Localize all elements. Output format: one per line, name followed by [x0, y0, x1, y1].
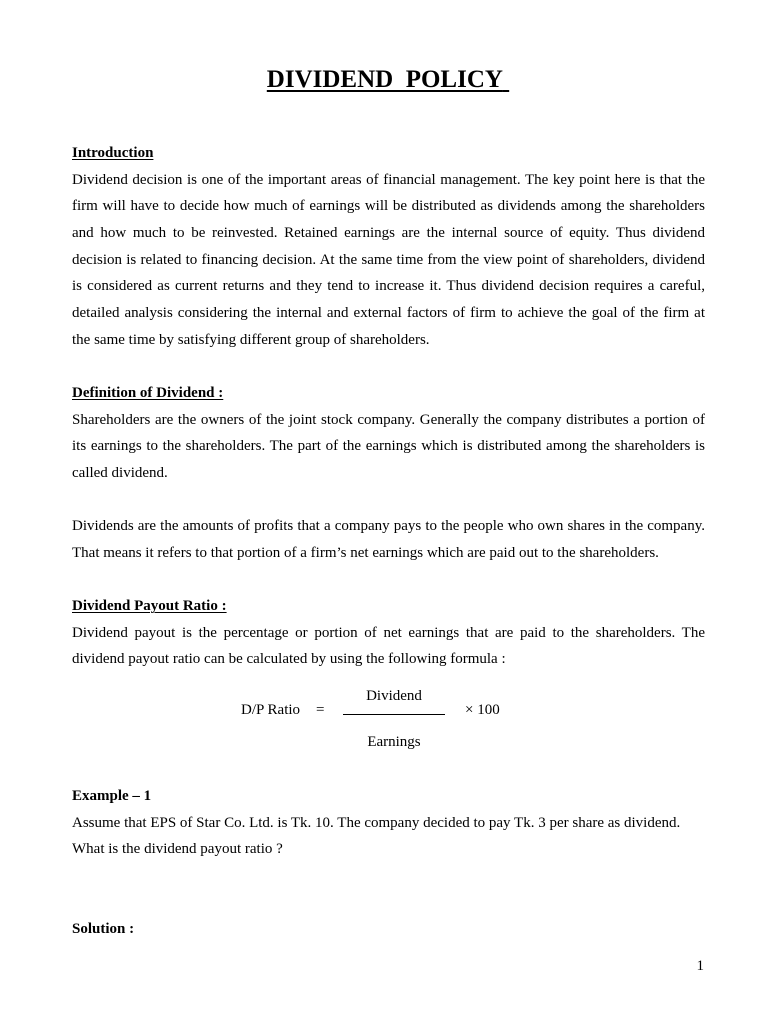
example-line: What is the dividend payout ratio ? [72, 841, 283, 858]
section-heading-introduction: Introduction [72, 145, 154, 161]
example-heading: Example – 1 [72, 788, 152, 805]
payout-heading-line [72, 593, 705, 620]
introduction-line: Dividend decision is one of the important areas of financial management. The key point here is that the [72, 171, 705, 188]
section-heading-payout-ratio: Dividend Payout Ratio : [72, 598, 227, 615]
formula-numerator: Dividend [366, 688, 422, 705]
definition-line: its earnings to the shareholders. The part of the earnings which is distributed among the shareholders is [72, 438, 705, 455]
payout-line: dividend payout ratio can be calculated by using the following formula : [72, 651, 506, 668]
document-body [72, 140, 705, 943]
page-number: 1 [696, 958, 704, 974]
solution-heading-line [72, 916, 705, 943]
section-heading-definition: Definition of Dividend : [72, 384, 224, 401]
blank-line [72, 890, 705, 917]
blank-line [72, 863, 705, 890]
payout-line: Dividend payout is the percentage or portion of net earnings that are paid to the shareholders. The [72, 624, 705, 641]
solution-heading: Solution : [72, 921, 135, 938]
page-title-block [72, 64, 704, 96]
definition-line: Dividends are the amounts of profits that a company pays to the people who own shares in the company. [72, 518, 705, 535]
definition-line: That means it refers to that portion of a firm’s net earnings which are paid out to the shareholders. [72, 544, 659, 561]
blank-line [72, 567, 705, 594]
definition-heading-line [72, 380, 705, 407]
definition-line: called dividend. [72, 464, 168, 481]
introduction-heading-line [72, 140, 705, 167]
definition-line: Shareholders are the owners of the joint stock company. Generally the company distributes a portion of [72, 411, 705, 428]
introduction-line: is considered as current returns and they tend to increase it. Thus dividend decision requires a careful, [72, 278, 705, 295]
introduction-line: the same time by satisfying different group of shareholders. [72, 331, 430, 348]
introduction-line: firm will have to decide how much of earnings will be distributed as dividends among the shareholders [72, 198, 705, 215]
formula-multiplier: × 100 [465, 702, 500, 719]
blank-line [72, 487, 705, 514]
introduction-line: and how much to be reinvested. Retained earnings are the internal source of equity. Thus dividend [72, 224, 705, 241]
formula-denominator: Earnings [367, 734, 421, 751]
example-heading-line [72, 783, 705, 810]
example-line: Assume that EPS of Star Co. Ltd. is Tk. 10. The company decided to pay Tk. 3 per share as dividend. [72, 814, 681, 831]
formula-lhs: D/P Ratio [241, 702, 301, 719]
introduction-line: decision is related to financing decision. At the same time from the view point of shareholders, dividend [72, 251, 705, 268]
formula-fraction-bar [343, 714, 445, 715]
payout-ratio-formula [72, 673, 705, 783]
formula-equals: = [316, 702, 325, 719]
introduction-line: detailed analysis considering the internal and external factors of firm to achieve the goal of the firm at [72, 304, 705, 321]
blank-line [72, 353, 705, 380]
page-title: DIVIDEND POLICY [266, 66, 503, 93]
